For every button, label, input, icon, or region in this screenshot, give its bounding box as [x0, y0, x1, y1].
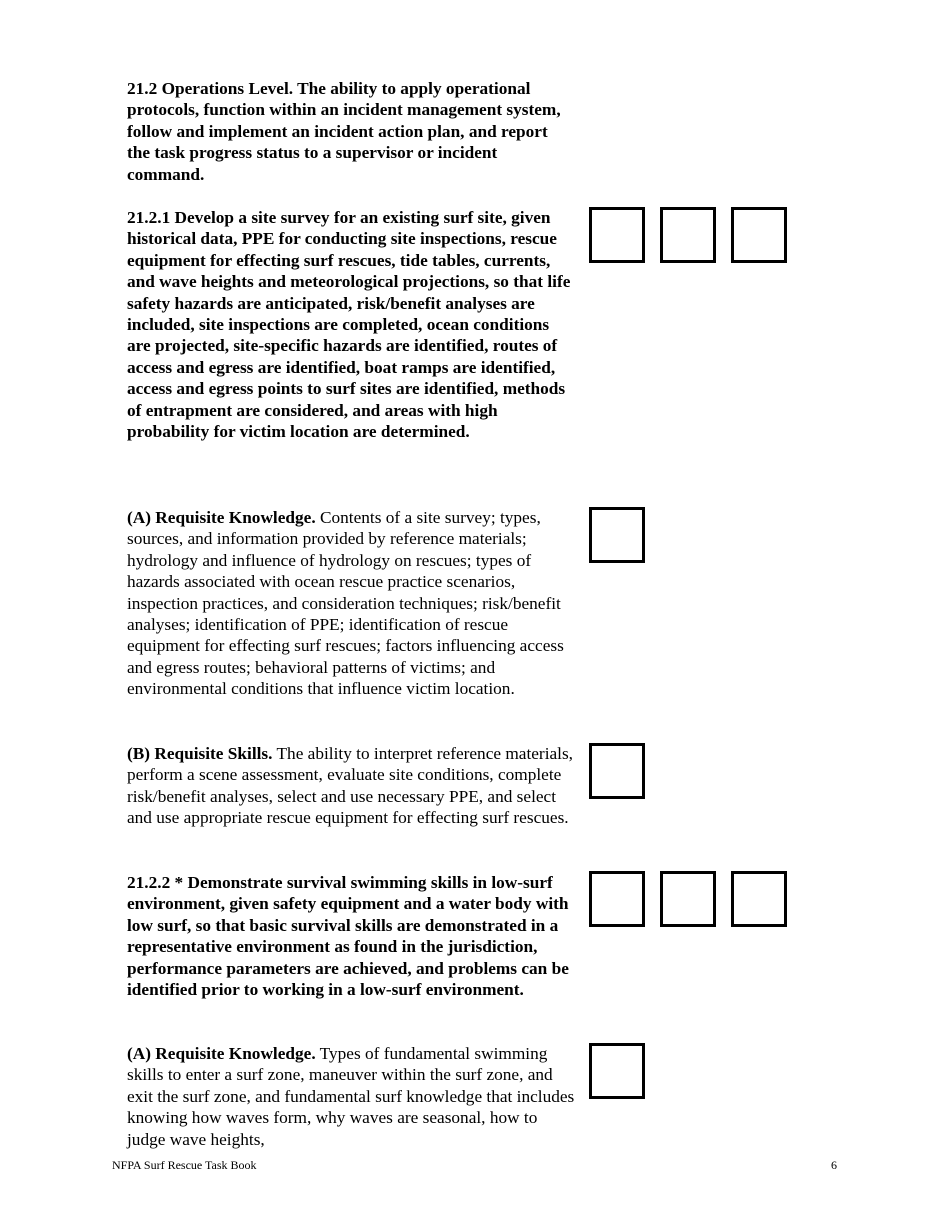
- signoff-checkbox-2[interactable]: [660, 207, 716, 263]
- signoff-checkbox[interactable]: [589, 743, 645, 799]
- footer-page-number: 6: [831, 1158, 837, 1172]
- requisite-knowledge-label: (A) Requisite Knowledge.: [127, 508, 316, 527]
- requisite-knowledge-text: Contents of a site survey; types, sources, and information provided by reference materials; hydrology and influence of hydrology on rescues; types of hazards associated with ocean rescue practice scenarios, inspection practices, and consideration techniques; risk/benefit analyses; identification of PPE; identification of rescue equipment for effecting surf rescues; factors influencing access and egress routes; behavioral patterns of victims; and environmental conditions that influence victim location.: [127, 508, 564, 699]
- signoff-checkbox-1[interactable]: [589, 207, 645, 263]
- signoff-checkbox-3[interactable]: [731, 871, 787, 927]
- task-21-2-2-text: 21.2.2 * Demonstrate survival swimming skills in low-surf environment, given safety equipment and a water body with low surf, so that basic survival skills are demonstrated in a representative environment as found in the jurisdiction, performance parameters are achieved, and problems can be identified prior to working in a low-surf environment.: [127, 873, 569, 1000]
- requisite-knowledge-text: Types of fundamental swimming skills to enter a surf zone, maneuver within the surf zone, and exit the surf zone, and fundamental surf knowledge that includes knowing how waves form, why waves are seasonal, how to judge wave heights,: [127, 1044, 575, 1149]
- task-21-2-2-signoff-boxes: [589, 871, 787, 927]
- task-21-2-2-knowledge-signoff: [589, 1043, 645, 1099]
- footer-document-title: NFPA Surf Rescue Task Book: [112, 1158, 257, 1172]
- task-21-2-1-signoff-boxes: [589, 207, 787, 263]
- task-21-2-1-requisite-skills: [127, 743, 575, 829]
- operations-level-heading: 21.2 Operations Level. The ability to apply operational protocols, function within an incident management system, follow and implement an incident action plan, and report the task progress status to a supervisor or incident command.: [127, 79, 561, 184]
- requisite-skills-text: The ability to interpret reference materials, perform a scene assessment, evaluate site conditions, complete risk/benefit analyses, select and use necessary PPE, and select and use appropriate rescue equipment for effecting surf rescues.: [127, 744, 574, 828]
- task-21-2-1-knowledge-signoff: [589, 507, 645, 563]
- task-21-2-1-skills-signoff: [589, 743, 645, 799]
- signoff-checkbox-3[interactable]: [731, 207, 787, 263]
- requisite-knowledge-label: (A) Requisite Knowledge.: [127, 1044, 316, 1063]
- signoff-checkbox[interactable]: [589, 1043, 645, 1099]
- task-21-2-2-requisite-knowledge: [127, 1043, 575, 1150]
- signoff-checkbox-1[interactable]: [589, 871, 645, 927]
- requisite-skills-label: (B) Requisite Skills.: [127, 744, 273, 763]
- task-21-2-1-text: 21.2.1 Develop a site survey for an existing surf site, given historical data, PPE for conducting site inspections, rescue equipment for effecting surf rescues, tide tables, currents, and wave heights and meteorological projections, so that life safety hazards are anticipated, risk/benefit analyses are included, site inspections are completed, ocean conditions are projected, site-specific hazards are identified, routes of access and egress are identified, boat ramps are identified, access and egress points to surf sites are identified, methods of entrapment are considered, and areas with high probability for victim location are determined.: [127, 208, 571, 442]
- signoff-checkbox[interactable]: [589, 507, 645, 563]
- signoff-checkbox-2[interactable]: [660, 871, 716, 927]
- task-21-2-1-requisite-knowledge: [127, 507, 575, 700]
